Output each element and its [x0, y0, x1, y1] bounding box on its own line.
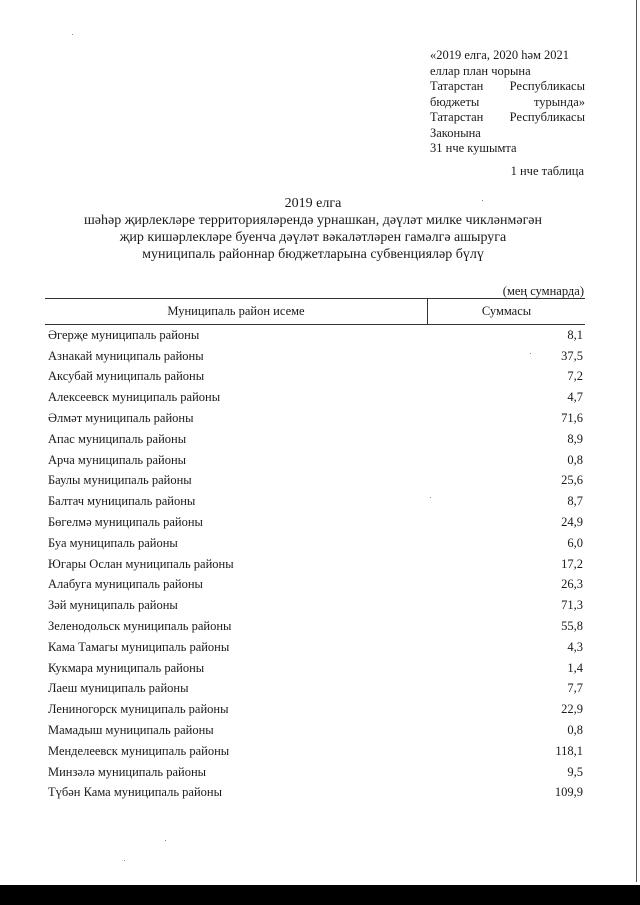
law-reference-text: Законына — [430, 125, 481, 140]
district-name: Азнакай муниципаль районы — [48, 348, 204, 363]
table-row — [45, 679, 585, 700]
district-name: Минзәлә муниципаль районы — [48, 764, 207, 779]
law-reference-text: Татарстан — [430, 110, 484, 124]
table-row — [45, 637, 585, 658]
law-reference-text: Республикасы — [509, 110, 585, 124]
law-reference-text: «2019 елга, 2020 һәм 2021 — [430, 48, 570, 62]
district-name: Апас муниципаль районы — [48, 431, 187, 446]
law-reference-text: 31 нче кушымта — [430, 141, 517, 155]
table-header-row — [45, 299, 585, 325]
title-year: 2019 елга — [284, 196, 342, 211]
scan-speck — [124, 860, 125, 861]
district-amount: 7,2 — [567, 369, 583, 384]
district-amount: 6,0 — [567, 535, 583, 550]
table-row — [45, 325, 585, 346]
district-amount: 0,8 — [567, 723, 583, 738]
district-name: Менделеевск муниципаль районы — [48, 743, 230, 758]
district-name: Зәй муниципаль районы — [48, 598, 178, 613]
table-row — [45, 367, 585, 388]
title-line-3: муниципаль районнар бюджетларына субвенцияләр бүлү — [142, 247, 484, 262]
table-body — [45, 325, 585, 804]
table-row — [45, 429, 585, 450]
law-reference-line — [430, 48, 585, 64]
district-amount: 4,7 — [567, 390, 583, 405]
table-row — [45, 387, 585, 408]
district-name: Түбән Кама муниципаль районы — [48, 785, 222, 800]
district-amount: 8,1 — [567, 327, 583, 342]
law-reference-text: еллар план чорына — [430, 63, 531, 78]
law-reference-note — [430, 48, 585, 157]
law-reference-text: Республикасы — [509, 79, 585, 93]
district-name: Лаеш муниципаль районы — [48, 681, 189, 696]
table-row — [45, 533, 585, 554]
district-name: Мамадыш муниципаль районы — [48, 723, 214, 738]
law-reference-line — [430, 141, 585, 157]
unit-note: (мең сумнарда) — [502, 284, 584, 298]
district-name: Баулы муниципаль районы — [48, 473, 192, 488]
law-reference-line — [430, 110, 585, 126]
district-amount: 37,5 — [561, 348, 583, 363]
law-reference-line — [430, 79, 585, 95]
district-amount: 71,6 — [561, 411, 583, 426]
law-reference-text: бюджеты — [430, 94, 480, 109]
district-amount: 4,3 — [567, 639, 583, 654]
table-row — [45, 491, 585, 512]
district-amount: 9,5 — [567, 764, 583, 779]
district-amount: 17,2 — [561, 556, 583, 571]
district-amount: 8,9 — [567, 431, 583, 446]
district-name: Балтач муниципаль районы — [48, 494, 196, 509]
table-row — [45, 783, 585, 804]
district-amount: 8,7 — [567, 494, 583, 509]
district-name: Югары Ослан муниципаль районы — [48, 556, 234, 571]
district-amount: 22,9 — [561, 702, 583, 717]
scan-border-bottom — [0, 885, 640, 905]
title-line-1: шәһәр җирлекләре территорияләрендә урнашкан, дәүләт милке чикләнмәгән — [83, 213, 543, 228]
law-reference-line — [430, 95, 585, 111]
table-row — [45, 450, 585, 471]
district-amount: 55,8 — [561, 619, 583, 634]
header-district-name: Муниципаль район исеме — [45, 299, 428, 325]
table-row — [45, 741, 585, 762]
table-row — [45, 575, 585, 596]
district-name: Кама Тамагы муниципаль районы — [48, 639, 230, 654]
district-name: Бөгелмә муниципаль районы — [48, 515, 203, 530]
table-row — [45, 699, 585, 720]
district-name: Алабуга муниципаль районы — [48, 577, 203, 592]
table-row — [45, 595, 585, 616]
district-name: Аксубай муниципаль районы — [48, 369, 205, 384]
district-amount: 0,8 — [567, 452, 583, 467]
law-reference-line — [430, 64, 585, 80]
district-amount: 71,3 — [561, 598, 583, 613]
title-line-2: җир кишәрлекләре буенча дәүләт вәкаләтләрен гамәлгә ашыруга — [119, 230, 507, 245]
scan-speck — [165, 840, 166, 841]
district-amount: 25,6 — [561, 473, 583, 488]
table-row — [45, 616, 585, 637]
law-reference-text: Татарстан — [430, 79, 484, 93]
district-amount: 1,4 — [567, 660, 583, 675]
subvention-table — [45, 298, 585, 803]
district-name: Арча муниципаль районы — [48, 452, 187, 467]
district-amount: 118,1 — [555, 743, 583, 758]
district-name: Буа муниципаль районы — [48, 535, 178, 550]
table-row — [45, 720, 585, 741]
table-row — [45, 658, 585, 679]
table-row — [45, 408, 585, 429]
table-row — [45, 762, 585, 783]
district-name: Әлмәт муниципаль районы — [48, 411, 194, 426]
district-name: Зеленодольск муниципаль районы — [48, 619, 232, 634]
district-name: Лениногорск муниципаль районы — [48, 702, 229, 717]
scan-speck — [72, 34, 73, 35]
document-title — [40, 195, 586, 263]
table-row — [45, 512, 585, 533]
law-reference-line — [430, 126, 585, 142]
table-row — [45, 346, 585, 367]
district-amount: 26,3 — [561, 577, 583, 592]
district-name: Кукмара муниципаль районы — [48, 660, 205, 675]
law-reference-text: турында» — [533, 94, 585, 109]
district-name: Алексеевск муниципаль районы — [48, 390, 221, 405]
table-row — [45, 554, 585, 575]
header-amount: Суммасы — [428, 299, 586, 325]
district-amount: 7,7 — [567, 681, 583, 696]
district-amount: 24,9 — [561, 515, 583, 530]
district-name: Әгерҗе муниципаль районы — [48, 327, 200, 342]
scan-border-right — [636, 0, 637, 885]
district-amount: 109,9 — [554, 785, 583, 800]
table-row — [45, 471, 585, 492]
table-number: 1 нче таблица — [510, 164, 584, 178]
